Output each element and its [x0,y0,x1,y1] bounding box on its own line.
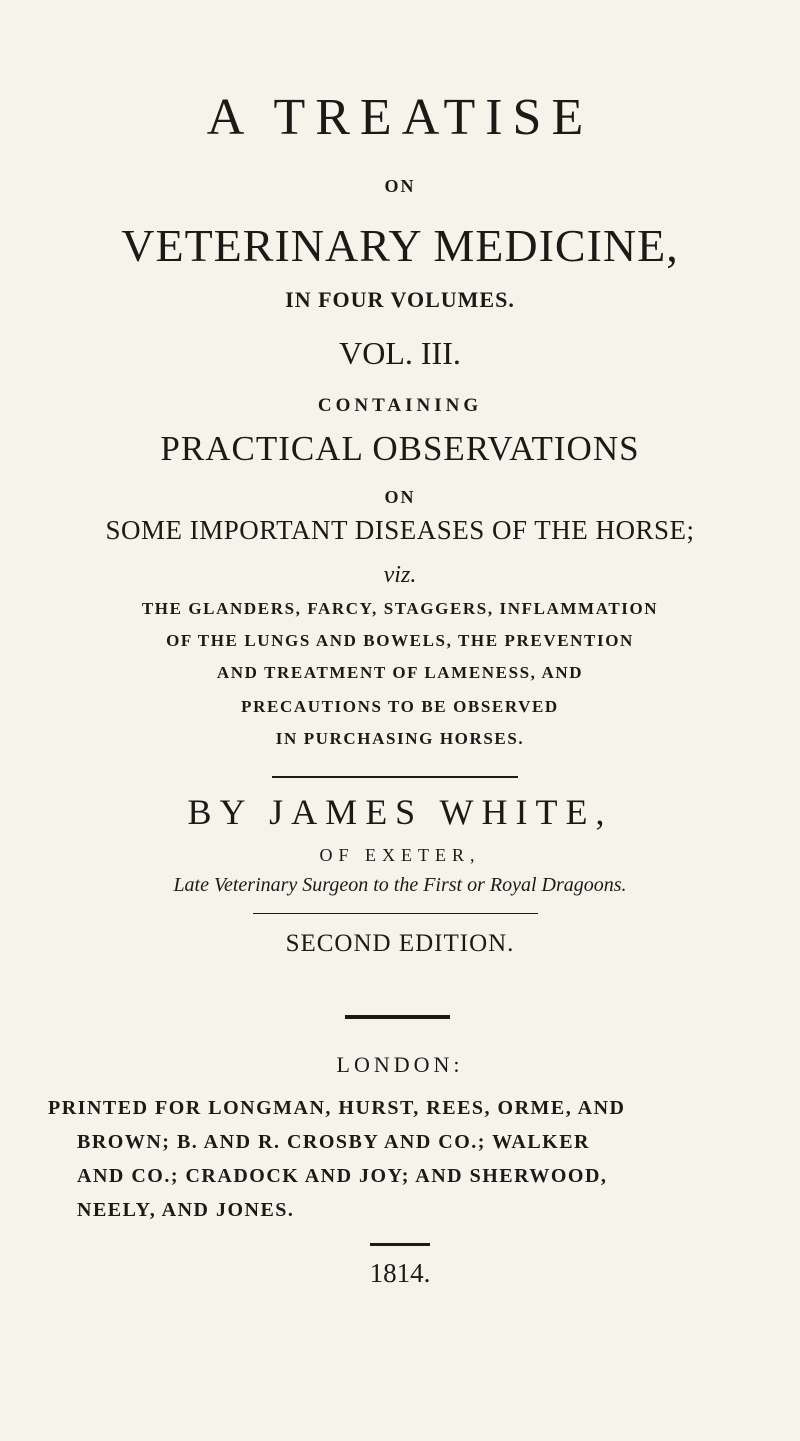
volume-count: IN FOUR VOLUMES. [285,287,515,312]
imprint-line: AND CO.; CRADOCK AND JOY; AND SHERWOOD, [77,1165,608,1187]
on-connector-2: ON [384,487,416,507]
containing-label: CONTAINING [317,395,483,416]
contents-line: PRECAUTIONS TO BE OBSERVED [241,697,559,716]
contents-line: THE GLANDERS, FARCY, STAGGERS, INFLAMMATION [141,599,659,618]
contents-line: IN PURCHASING HORSES. [275,729,525,748]
contents-line: AND TREATMENT OF LAMENESS, AND [216,663,584,682]
divider-rule [370,1243,430,1246]
imprint-line: PRINTED FOR LONGMAN, HURST, REES, ORME, AND [48,1097,626,1119]
book-subject: VETERINARY MEDICINE, [121,220,679,271]
viz-label: viz. [383,562,417,588]
author-title: Late Veterinary Surgeon to the First or Royal Dragoons. [173,874,627,896]
author-name: BY JAMES WHITE, [187,792,613,832]
practical-observations: PRACTICAL OBSERVATIONS [160,429,640,468]
publication-year: 1814. [369,1258,431,1288]
volume-number: VOL. III. [339,335,461,371]
imprint-city: LONDON: [336,1052,464,1077]
imprint-line: NEELY, AND JONES. [77,1199,295,1221]
book-title: A TREATISE [206,89,594,146]
contents-line: OF THE LUNGS AND BOWELS, THE PREVENTION [166,631,634,650]
author-place: OF EXETER, [319,845,481,865]
on-connector-1: ON [384,176,416,196]
diseases-heading: SOME IMPORTANT DISEASES OF THE HORSE; [105,515,695,545]
imprint-line: BROWN; B. AND R. CROSBY AND CO.; WALKER [77,1131,590,1153]
divider-rule [253,913,538,914]
divider-rule [272,776,518,778]
ornamental-rule [345,1015,450,1019]
edition-label: SECOND EDITION. [285,930,515,957]
